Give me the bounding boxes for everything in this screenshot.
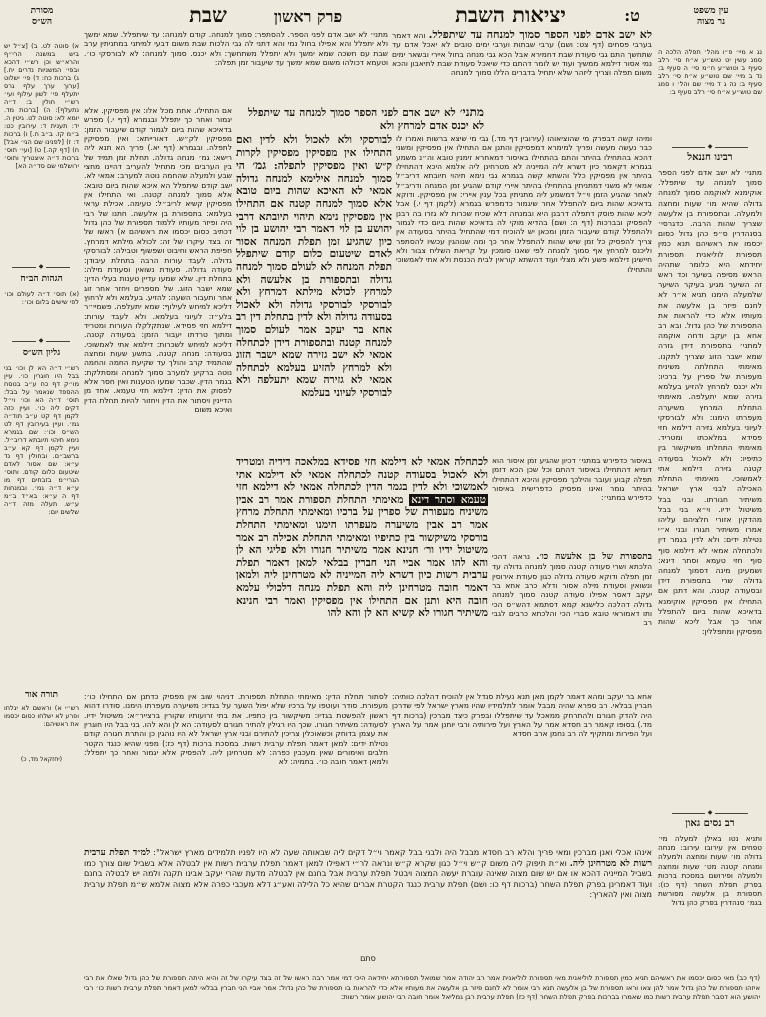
- tosafot-wide-pre: אינהו אכלי ואנן מברכין ומאי פריך והלא רב חסדא מבבל היה ולבני בבל קאמר וי״ל דקים ליה שבאותה שעה לא היו לפניו תלמידים מארץ ישראל°:: [153, 848, 652, 857]
- section-divider: [12, 338, 70, 344]
- section-divider: [672, 144, 748, 150]
- torah-or-text: רש״י א) וראשם לא יגלחו ופרע לא ישלחו כסום יכסמו את ראשיהם:: [4, 704, 79, 728]
- section-divider: [12, 264, 70, 270]
- rav-nissim-gaon-continuation: (דף כב) מאי כסום יכסמו את ראשיהם תניא כמין תספורת לוליאנית מאי תספורת לוליאנית אמר רב יהודה אמר שמואל תספורתא יחידאה היכי דמי אמר רבה ראשו של זה בצד עיקרו של זה והיא היתה תספורת של כהן גדול שאלו את רבי איזהו תספורת של כהן גדול אמר להן צאו וראו תספורת של בן אלעשה תנא רבי אומר לא לחנם פיזר בן אלעשה את מעותיו אלא כדי להראות בו תספורת של כהן גדול: אמר אביי הני חברין בבלאי למאן דאמר תפלת ערבית רשות כו׳ רבי יהושע הוא דסבר תפלת ערבית רשות כמו שאמרו בברכות בפרק תפלת השחר (דף כז) תפלת ערבית רבן גמליאל אומר חובה רבי יהושע אומר רשות:: [84, 974, 760, 1001]
- highlighted-phrase: טעמא וסתר דינא: [411, 493, 486, 506]
- mishnah-first-words: לא ישב אדם לפני הספר סמוך למנחה עד שיתפלל לא יכנס אדם למרחץ ולא: [248, 107, 484, 132]
- divider-ornament: ◆: [38, 337, 44, 344]
- rashi-top-block: מתני׳ לא ישב אדם לפני הספר. להסתפר: סמוך למנחה. קודם למנחה: עד שיתפלל. שמא ימשך ולא יתפלל והא אפילו בחול נמי והא דתני לה גבי הלכות שבת משום דבעי למיתני במתניתין ערב שבת עם חשכה שמא ימשך ולא יתפלל משתחשך: ולא יכנס. סמוך למנחה: לא לבורסקי כו׳. וטעמא דכולהו משום שמא ימשך עד שיעבור זמן תפלה:: [84, 30, 388, 68]
- perek-name: יציאות השבת: [455, 3, 566, 27]
- gemara-text-upper: הי סמוך למנחה אילימא למנחה גדולה אמאי לא האיכא שהות ביום טובא אלא סמוך למנחה קטנה אם התחילו אין מפסיקין נימא תיהוי תיובתא דרבי יהושע בן לוי דאמר רבי יהושע בן לוי כיון שהגיע זמן תפלת המנחה אסור לאדם שיטעום כלום קודם שיתפלל תפלת המנחה לא לעולם סמוך למנחה גדולה ובתספורת בן אלעשה ולא למרחץ לכולא מילתא דמרחץ ולא לבורסקי לבורסקי גדולה ולא לאכול בסעודה גדולה ולא לדין בתחלת דין רב אחא בר יעקב אמר לעולם סמוך למנחה קטנה ובתספורת דידן לכתחלה אמאי לא ישב גזירה שמא ישבר הזוג ולא למרחץ להזיע בעלמא לכתחלה אמאי לא גזירה שמא יתעלפה ולא לבורסקי לעיוני בעלמא: [236, 160, 392, 399]
- hagahot-habach-text: (א) תוס׳ ד״ה לעולם וכו׳ לפי שישים בלום וכו׳:: [4, 290, 79, 306]
- divider-ornament: ◆: [38, 263, 44, 270]
- tosafot-dibbur-1: לא ישב אדם לפני הספר סמוך למנחה עד שיתפלל.: [428, 30, 652, 41]
- mesorat-text: א) סוטה לט. ב) [צ״ל יש ביש במשנה הרי״ף והרא״ש וכן רש״י דהכא ובפי׳ המשניות נדרים יח.] ג) ברכות כח: ד) פי׳ ישלוט [ערוך ערך עלף גרס יתעלף פי׳ לשון עילוף ועי׳ רש״י חולין ב: ד״ה נתעלף]: ה) [ברכות מד. יומא לא: סוטה לט. גיטין ה. יד: תענית ד: עירובין כט: ב״מ קז. ב״ב ח.] ו) ברכות ד: ז) [לפנינו שם הגי׳ אבל] ח) [דף קה.] ט) [ועי׳ תוס׳ ברכות ד״ה איצטריך ותוס׳ ירושלמי שם סד״ה הא]: [4, 42, 79, 170]
- tosafot-end-mark: סתם: [360, 954, 376, 963]
- section-divider: [672, 810, 748, 816]
- rabbeinu-chananel-title: רבינו חננאל: [687, 152, 733, 163]
- gemara-column-upper: [236, 134, 392, 456]
- ein-mishpat-title-line2: נר מצוה: [696, 17, 725, 27]
- gemara-text-lower-post: מאימתי התחלת תספורת אמר רב אבין משיניח מעפורת של ספרין על ברכיו ומאימתי התחלת מרחץ אמר רב אבין משיערה מעפרתו הימנו ומאימתי התחלת בורסקי משיקשור בין כתיפיו ומאימתי התחלת אכילה רב אמר משיטול ידיו ור׳ חנינא אמר משיתיר חגורו ולא פליגי הא לן והא להו אמר אביי הני חברין בבלאי למאן דאמר תפלת ערבית רשות כיון דשרא ליה המייניה לא מטרחינן ליה ולמאן דאמר חובה מטרחינן ליה והא תפלת מנחה דלכולי עלמא חובה היא ותנן אם התחילו אין מפסיקין ואמר רבי חנינא משיתיר חגורו לא קשיא הא לן והא להו: [236, 493, 488, 620]
- gemara-text-lower-pre: לכתחלה אמאי לא דילמא חזי פסידא במלאכה דידיה ומטריד ולא לאכול בסעודה קטנה לכתחלה אמאי לא דילמא אתי לאמשוכי ולא לדין בגמר הדין לכתחלה אמאי לא דילמא חזי: [236, 456, 488, 494]
- tosafot-column-narrow: באיסור כדפירש במתני׳ דכיון שהגיע זמן איסור הוא דומיא דהתחילו באיסור דהתם וכל שכן הכא דזמן תפלה קבוע ועובר והילכך מפסיקין והיכא דהתחילו בהיתר גומר ואינו מפסיק כדפרישית באיסור כדפירש במתני׳:: [492, 456, 652, 503]
- rav-nissim-gaon-text: ותניא נטו באילן למעלה מי׳ טפחים אין עירובו עירוב: מנחה גדולה מו׳ שעות ומחצה ולמעלה ומנחה קטנה מט׳ שעות ומחצה ולמעלה ופירושם במסכת ברכות בפרק תפלת השחר (דף כו): תספורת בן אלעשה מפורשת בגמ׳ סנהדרין בפרק כהן גדול: [658, 834, 762, 908]
- gemara-label: גמ׳: [252, 158, 267, 173]
- tosafot-dibbur-2: בתספורת של בן אלעשה כו׳.: [536, 552, 652, 562]
- tosafot-wide-block: [84, 848, 652, 954]
- perek-number: פרק ראשון: [273, 7, 343, 26]
- rashi-bottom-block: לסתור תחלת הדין: מאימתי התחלת תספורת. דניהוי שוב אין מפסיק כדתנן אם התחילו כו׳: מעפורת. סודר ועוטפו על ברכיו שלא יפול השער על בגדיו: משיערה מעפרתו הימנו. סודרו דהוא ראשון להפשטת בגדיו: משיקשור בין כתפיו. את בתי זרועותיו שקורין ברצייר״א: משיטול ידיו. לסעודה: משיתיר חגורו. שכך היו רגילין להתיר חגורם לסעודה: הא לן והא להו. בני בבל היו חוגרין את עצמן בדוחק וכשאוכלין צריכין להתירם ובני ארץ ישראל לא היו נוהגין כן והתרת חגורה קודם נטילת ידים: למאן דאמר תפלת ערבית רשות. במסכת ברכות (דף כז:) מפני שהיא כנגד הקטר חלבים ואימורים שאין מעכבין כפרה: לא מטרחינן ליה. להפסיק אלא יגמור ואחר כך יתפלל: ולמאן דאמר חובה כו׳. בתמיה: לא: [84, 692, 388, 767]
- mishnah-text: לבורסקי ולא לאכול ולא לדין ואם התחילו אין מפסיקין מפסיקין לקרות ק״ש ואין מפסיקין לתפלה:: [236, 134, 392, 173]
- ein-mishpat-title: [664, 6, 758, 28]
- tosafot-wide-post: וא״ת תיפוק ליה משום ק״ש וי״ל כגון שקרא ק״ש ונראה לר״י דאפילו למאן דאמר תפלת ערבית רשות אין לבטלה אלא בשביל שום צורך כמו בשביל המייניה דהכא או אם יש שום מצוה שאינה עוברת יעשה המצוה ויבטל תפלת ערבית אבל בחנם אין לבטלה מדעת שהרי יעקב אבינו תקנה ולמה יש לבטלה בחנם ועוד דאמרינן בפרק תפלת השחר (ברכות דף כו: ושם) תפלת ערבית כנגד הקטרת אברים שהיא כל הלילה ואע״ג דלא מעכבי כפרה אלא מצוה אלמא ש״מ תפלת ערבית מצוה ואין להאריך:: [84, 858, 652, 900]
- divider-ornament: ◆: [707, 809, 713, 816]
- tosafot-block-2: [492, 552, 652, 690]
- tosafot-bottom-block: אחא בר יעקב ומהא דאמר לקמן מאן תנא נעילת סנדל אין להוכיח דהלכה כוותיה: חברין בבלאי. רב ספרא שהיה מבבל אומר לתלמידיו שהיו מארץ ישראל לפי שדרכן היה להדק חגורם ולהתרחק ממאכל עד שיתפללו ובפרק כיצד מברכין (ברכות דף מד.) בסופו קאמר רב חסדא אמר על הארץ ועל פירותיה ורבי יוחנן אמר על הארץ ועל הפירות ומתקיף לה רב נחמן ארב חסדא: [392, 692, 652, 739]
- daf-number: ט:: [624, 6, 640, 25]
- gilyon-hashas-title: גליון הש״ס: [22, 348, 61, 358]
- masechet-name: שבת: [189, 3, 227, 27]
- mesorat-title-line1: מסורת: [30, 6, 54, 16]
- tosafot-dibbur-3: למ״ד תפלת ערבית רשות לא מטרחינן ליה.: [84, 848, 652, 869]
- hagahot-habach-title: הגהות הב״ח: [20, 274, 63, 284]
- mesorat-title-line2: הש״ס: [31, 17, 53, 27]
- gilyon-hashas-text: רש״י ד״ה הא לן וכו׳ בני בבל היו חוגרין כו׳. עיין מו״ק דף כח ע״ב בנוסח ההספד שנאמר על בבל: תוס׳ ד״ה הא וכו׳ וי״ל דקים ליה כו׳. ועיין כזה לקמן דף קט ע״ב תוד״ה גמ׳. ועיין בעירובין דף לט הש״ס וכו׳: שם בגמרא נימא תיהוי תיובתא דריב״ל. ועיין לקמן דף קא ע״ב ברשב״ם. ובחולין דף נד ע״א: שם אסור לאדם שיטעום כלום קודם. ותוס׳ הגרי״מ בזבחים דף מו ע״א ד״ה גמ׳. ובמנחות דף ה ע״א: בא״ד ב״מ ע״ש. תעלה מזה ד״ה שלשים יום:: [4, 364, 79, 516]
- divider-ornament: ◆: [707, 143, 713, 150]
- torah-or-source: (יחזקאל מד, כ): [20, 756, 63, 763]
- gemara-column-lower: [236, 456, 488, 688]
- torah-or-title: תורה אור: [24, 690, 59, 700]
- tosafot-text-2: נראה דהכי הלכתא ושרי סעודה קטנה סמוך למנחה גדולה עד זמן תפלה ודוקא סעודה גדולה כגון סעודת אירוסין ונשואין וסעודת מילה אסור ודלא כרב אחא בר יעקב דאסר אפילו סעודה קטנה סמוך למנחה גדולה דהלכה כלישנא קמא דסתמא דהש״ס הכי ותו דאמוראי טובא סברי הכי והלכתא כרבים לגבי רב: [492, 552, 652, 628]
- rabbeinu-chananel-text: מתני׳ לא ישב אדם לפני הספר סמוך למנחה עד שיתפלל. אוקימנא לאוקמה סמוך למנחה גדולה שהיא מו׳ שעות ומחצה ולמעלה. ובתספורת בן אלעשה שצריך שהות הרבה. כדגרסי׳ בסנהדרין ס״פ כהן גדול כסום יכסמו את ראשיהם תנא כמין תספורת לוליאנית תספורת יחידתא היא כלומר שתהיה הראש מסיפה בשיער וכד ראש זה השיער מגיע בעיקר השיער שלמעלה הימנו תניא א״ר לא לחנם פיזר בן אלעשה את מעותיו אלא כדי להראות את התספורת של כהן גדול. ובא רב אחא בן יעקב ודחה אוקמה למתני׳ בתספורת דידן גזרה שמא ישבר הזוג שצריך לתקנו. מאימתי התחלתה משיניח מעפורת של ספרין על ברכיו: ולא יכנס למרחץ להזיע בעלמא גזירה שמא יתעלפה. מאימתי התחלת המרחץ משיערה מעפרתו הימנו: ולא לבורסקי לעיוני בעלמא גזירה דילמא חזי פסידא במלאכתו ומטריד. מאימתי התחלתו משיקשור בין כתיפיו: ולא לאכול בסעודה קטנה גזירה דילמא אתי לאמשוכי. מאימתי התחלת האכילה לבני ארץ ישראל משיתיר חגורתו. ובני בבל משיטול ידיו. וי״א בני בבל מהדקין אזורי חלציהם עליהו אמרו משיתיר חגורו ובני א״י נטילת ידים: ולא לדין בגמר דין ולכתחלה אמאי לא דילמא סוף סוף חזי טעמא וסתר דינא: ושמעינן מינה דסמוך למנחה גדולה שרי בתספורת דידן ובסעודה קטנה. והא דתנן אם התחילו אין מפסיקין אוקימנא בדאיכא שהות ביום להתפלל אחר כך אבל ליכא שהות מפסיקין ומתפללין:: [658, 168, 762, 637]
- tosafot-text-1: והא דאמר בערבי פסחים (דף צט: ושם) ערבי שבתות וערבי ימים טובים לא יאכל אדם עד שתחשך התם גבי סעודת שבת דחמירא אבל הכא גבי מנחה בחול איירי ובשאר ימים נמי אסור דילמא ממשיך ועוד יש לומר דהתם כדי שיאכל סעודת שבת לתיאבון והכא משום תפלה וצריך ליזהר שלא יתחיל בדברים הללו סמוך למנחה: [392, 31, 652, 78]
- ein-mishpat-text: נג א מיי׳ פ״ו מהל׳ תפלה הלכה ה סמג עשין יט טוש״ע א״ח סי׳ רלב סעיף ב וטוש״ע ח״מ סי׳ ה סעיף ב: נד ב מיי׳ שם טוש״ע א״ח סי׳ רלב סעיף ב: נה ג ד מיי׳ שם והל׳ ו סמג שם טוש״ע א״ח סי׳ רלב סעיף ב:: [658, 48, 762, 96]
- rashi-column: אם התחילו. אחת מכל אלו: אין מפסיקין. אלא יגמור ואחר כך יתפלל ובגמרא (דף י.) מפרש בדאיכא שהות ביום לגמור קודם שיעבור הזמן: מפסיקין לק״ש. דאורייתא: ואין מפסיקין לתפלה. ובגמרא (דף יא.) פריך הא תנא ליה רישא: גמ׳ מנחה גדולה. תחלת זמן תמיד של בין הערבים מכי מתחיל להעריב דהיינו מחצי שבע ולמעלה שהחמה נוטה למערב: אמאי לא. ישב קודם שיתפלל הא איכא שהות ביום טובא: אלא סמוך למנחה קטנה. ואי התחילו אין מפסיקין קשיא לריב״ל: טעימה. אכילת עראי בעלמא: בתספורת בן אלעשה. חתנו של רבי היה ופיזר מעותיו ללמוד תספורת של כהן גדול דכתיב כסום יכסמו את ראשיהם א) ראשו של זה בצד עיקרו של זה: לכולא מילתא דמרחץ. חפיפת הראש וחיבוט ושפשוף וטבילה: לבורסקי גדולה. לעבד עורות הרבה בתחלת עיבודן: סעודה גדולה. סעודת נשואין וסעודת מילה: בתחלת דין. שלא שמעו עדיין טענות בעלי הדין: שמא ישבר הזוג. של מספרים ויחזר אחר זוג אחר ותעבור השעה: להזיע. בעלמא ולא לרחוץ דליכא למיחש לעילוף: שמא יתעלפה. פשמיי״ר בלע״ז: לעיוני בעלמא. ולא לעבד עורות: דילמא חזי פסידא. שנתקלקלו העורות ומטריד ומתוך טרדתו יעבור הזמן: בסעודה קטנה. דליכא למיחש לשכרות: דילמא אתי לאמשוכי. בסעודה: מנחה קטנה. בתשע שעות ומחצה שהתמיד קרב והולך עד שקיעת החמה והחמה נוטה ברקיע למערב סמוך למנחה ומסתלקת: בגמר הדין. שכבר שמעו הטענות ואין חסר אלא לפסוק את הדין: דילמא חזי טעמא. אחד מן הדיינין ויסתור את הדין ויחזור להיות תחלת הדין ואיכא משום: [84, 106, 232, 414]
- ein-mishpat-title-line1: עין משפט: [693, 6, 729, 16]
- tosafot-top-block: [392, 30, 652, 132]
- tosafot-column: ומיהו קשה דבפרק מי שהוציאוהו (עירובין דף מד.) גבי מי שיצא ברשות ואמרו לו כבר נעשה מעשה ופריך למימרא דמפסיקין והתנן אם התחילו אין מפסיקין ומשני דהכא בהתחילו בהיתר והתם בהתחילו באיסור דמאחרא זימנין טובא וה״נ משמע בגמרא דקאמר כיון דשרא ליה המייניה לא מטרחינן ליה אלמא היכא דהתחילו בהיתר אין מפסיקין כלל והשתא קשה בגמרא גבי נימא תיהוי תיובתא דריב״ל אמאי לא משני דמתניתין בהתחילו בהיתר איירי קודם שהגיע זמן המנחה ודריב״ל לאחר שהגיע הזמן וי״ל דמשמע ליה מתניתין בכל ענין איירי: אין מפסיקין. ודוקא בדאיכא שהות ביום להתפלל אחר שיגמור כדמפרש בגמרא (לקמן דף י.) אבל ליכא שהות פוסק דתפלה דרבנן היא ובמנחה דלא שכיח שכרות לא גזרו בה רבנן להפסיק ובברכות (דף ה: ושם) בהדיא מוקי לה בדאיכא שהות ביום כדי לגמור ולהתפלל קודם שיעבור הזמן ומכאן יש להוכיח דמי שהתחיל בהיתר בסעודה אין צריך להפסיק כל זמן שיש שהות להתפלל אחר כך ומה שנוהגין עכשיו להסתפר וליכנס למרחץ אף סמוך למנחה לפי שאנו סומכין על קריאת השליח צבור ולא חיישינן דילמא פשע ולא מצלי ועוד דהשתא קוראין לבית הכנסת ולא אתי לאמשוכי והתחילו: [396, 134, 652, 274]
- rav-nissim-gaon-title: רב נסים גאון: [685, 818, 735, 829]
- mishnah-label: מתני׳: [459, 106, 484, 119]
- mesorat-title: [6, 6, 78, 28]
